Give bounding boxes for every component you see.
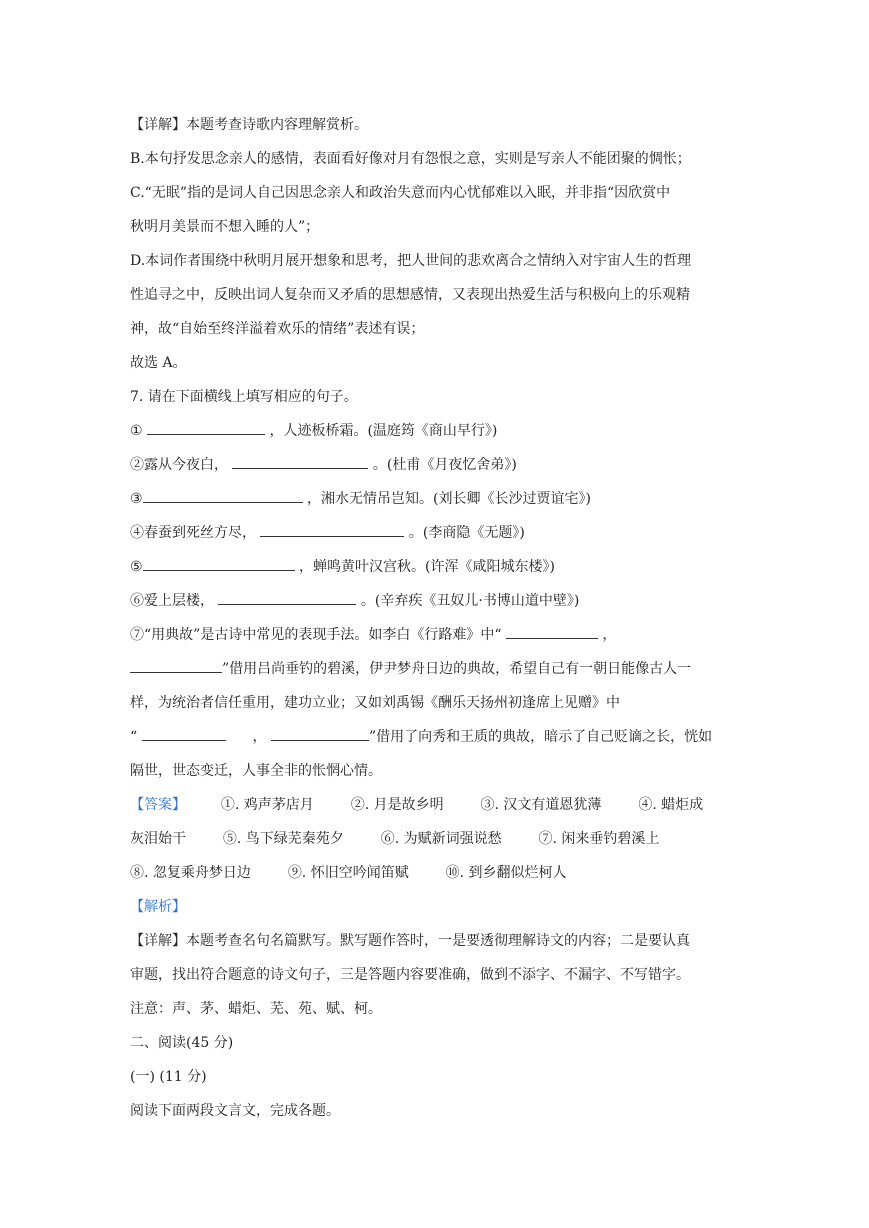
blank-5 — [143, 556, 295, 571]
answer-3: ③. 汉文有道恩犹薄 — [480, 797, 602, 813]
answer-line-3 — [130, 856, 740, 890]
item-3-suffix: ，湘水无情吊岂知。(刘长卿《长沙过贾谊宅》) — [307, 491, 591, 507]
answer-line-2 — [130, 822, 740, 856]
item-5-prefix: ⑤ — [130, 559, 143, 575]
answer-7: ⑦. 闲来垂钓碧溪上 — [538, 831, 660, 847]
item-6-suffix: 。(辛弃疾《丑奴儿·书博山道中壁》) — [360, 593, 580, 609]
answer-9: ⑨. 怀旧空吟闻笛赋 — [287, 865, 409, 881]
item-7-line-1 — [130, 618, 740, 652]
option-c-line-1: C.“无眠”指的是词人自己因思念亲人和政治失意而内心忧郁难以入眠，并非指“因欣赏中 — [130, 185, 671, 201]
item-1-prefix: ① — [130, 423, 143, 439]
item-2-prefix: ②露从今夜白， — [130, 457, 228, 473]
item-3 — [130, 482, 740, 516]
item-4-prefix: ④春蚕到死丝方尽， — [130, 525, 256, 541]
answer-4-part-2: 灰泪始干 — [130, 831, 186, 847]
answer-label: 【答案】 — [130, 797, 186, 813]
reading-instruction: 阅读下面两段文言文，完成各题。 — [130, 1103, 340, 1119]
answer-10: ⑩. 到乡翻似烂柯人 — [445, 865, 567, 881]
conclusion: 故选 A。 — [130, 355, 187, 371]
blank-7 — [506, 624, 598, 639]
item-1 — [130, 414, 740, 448]
item-7-open-quote: “ — [130, 729, 138, 745]
item-7-text-2: ”借用吕尚垂钓的碧溪，伊尹梦舟日边的典故，希望自己有一朝日能像古人一 — [222, 661, 692, 677]
answer-1: ①. 鸡声茅店月 — [220, 797, 314, 813]
option-d-line-2: 性追寻之中，反映出词人复杂而又矛盾的思想感情，又表现出热爱生活与积极向上的乐观精 — [130, 287, 690, 303]
item-1-suffix: ，人迹板桥霜。(温庭筠《商山早行》) — [269, 423, 498, 439]
item-7-comma: ， — [602, 627, 617, 643]
item-5-suffix: ，蝉鸣黄叶汉宫秋。(许浑《咸阳城东楼》) — [299, 559, 555, 575]
item-7-comma-2: ， — [252, 729, 267, 745]
item-4 — [130, 516, 740, 550]
blank-6 — [218, 590, 356, 605]
question-7: 7. 请在下面横线上填写相应的句子。 — [130, 389, 358, 405]
blank-10 — [271, 726, 369, 741]
item-2 — [130, 448, 740, 482]
section-heading: 二、阅读(45 分) — [130, 1035, 234, 1051]
item-7-line-2 — [130, 652, 740, 686]
detail-line-1: 【详解】本题考查诗歌内容理解赏析。 — [130, 117, 368, 133]
blank-8 — [130, 658, 222, 673]
item-7-line-4 — [130, 720, 740, 754]
blank-4 — [260, 522, 404, 537]
item-6 — [130, 584, 740, 618]
analysis-line-1: 【详解】本题考查名句名篇默写。默写题作答时，一是要透彻理解诗文的内容；二是要认真 — [130, 933, 690, 949]
option-c-line-2: 秋明月美景而不想入睡的人”； — [130, 219, 320, 235]
item-7-prefix: ⑦“用典故”是古诗中常见的表现手法。如李白《行路难》中“ — [130, 627, 502, 643]
answer-2: ②. 月是故乡明 — [350, 797, 444, 813]
analysis-line-2: 审题，找出符合题意的诗文句子，三是答题内容要准确，做到不添字、不漏字、不写错字。 — [130, 967, 690, 983]
option-b: B.本句抒发思念亲人的感情，表面看好像对月有怨恨之意，实则是写亲人不能团聚的惆怅； — [130, 151, 691, 167]
subsection-heading: (一) (11 分) — [130, 1069, 207, 1085]
item-7-text-4: ”借用了向秀和王质的典故，暗示了自己贬谪之长，恍如 — [368, 729, 713, 745]
answer-line-1 — [130, 788, 740, 822]
option-d-line-3: 神，故“自始至终洋溢着欢乐的情绪”表述有误； — [130, 321, 425, 337]
blank-2 — [232, 454, 368, 469]
answer-8: ⑧. 忽复乘舟梦日边 — [130, 865, 251, 881]
item-7-line-3: 样，为统治者信任重用，建功立业；又如刘禹锡《酬乐天扬州初逢席上见赠》中 — [130, 695, 620, 711]
answer-6: ⑥. 为赋新词强说愁 — [380, 831, 502, 847]
blank-1 — [147, 420, 265, 435]
blank-9 — [142, 726, 226, 741]
analysis-line-3: 注意：声、茅、蜡炬、芜、苑、赋、柯。 — [130, 1001, 382, 1017]
answer-4-part-1: ④. 蜡炬成 — [638, 797, 704, 813]
document-page — [130, 108, 740, 1128]
item-5 — [130, 550, 740, 584]
item-7-line-5: 隔世，世态变迁，人事全非的怅惘心情。 — [130, 763, 382, 779]
item-6-prefix: ⑥爱上层楼， — [130, 593, 214, 609]
item-2-suffix: 。(杜甫《月夜忆舍弟》) — [372, 457, 517, 473]
item-4-suffix: 。(李商隐《无题》) — [408, 525, 525, 541]
analysis-label: 【解析】 — [130, 899, 186, 915]
item-3-prefix: ③ — [130, 491, 143, 507]
blank-3 — [143, 488, 303, 503]
option-d-line-1: D.本词作者围绕中秋明月展开想象和思考，把人世间的悲欢离合之情纳入对宇宙人生的哲理 — [130, 253, 692, 269]
answer-5: ⑤. 鸟下绿芜秦苑夕 — [222, 831, 344, 847]
